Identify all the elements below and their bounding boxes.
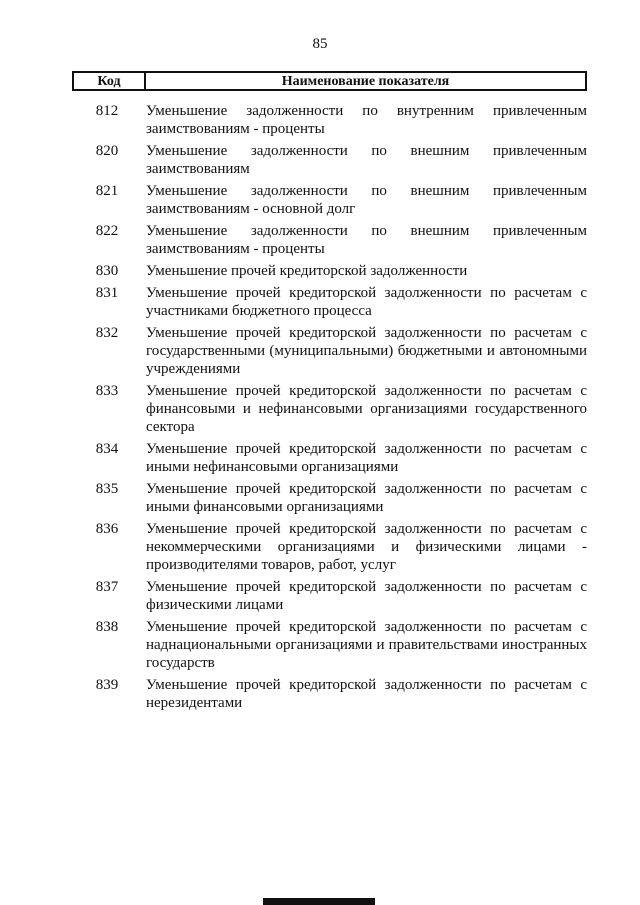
table-row [72, 476, 587, 516]
row-name: Уменьшение задолженности по внешним привлеченным заимствованиям [146, 143, 587, 177]
row-code: 820 [95, 143, 119, 159]
row-name: Уменьшение прочей кредиторской задолженности по расчетам с наднациональными организациями и правительствами иностранных государств [146, 619, 587, 671]
row-name: Уменьшение задолженности по внешним привлеченным заимствованиям - проценты [146, 223, 587, 257]
row-code: 837 [95, 579, 119, 595]
table-row [72, 320, 587, 378]
row-name: Уменьшение прочей кредиторской задолженности по расчетам с некоммерческими организациями и физическими лицами - производителями товаров, работ, услуг [146, 521, 587, 573]
scan-edge-mark [263, 898, 375, 905]
row-code: 830 [95, 263, 119, 279]
row-code: 831 [95, 285, 119, 301]
row-name: Уменьшение прочей кредиторской задолженности по расчетам с иными финансовыми организациями [146, 481, 587, 515]
row-code: 836 [95, 521, 119, 537]
row-code: 833 [95, 383, 119, 399]
table-row [72, 98, 587, 138]
row-name: Уменьшение прочей кредиторской задолженности по расчетам с финансовыми и нефинансовыми организациями государственного сектора [146, 383, 587, 435]
table-row [72, 218, 587, 258]
row-code: 832 [95, 325, 119, 341]
row-name: Уменьшение прочей кредиторской задолженности по расчетам с государственными (муниципальными) бюджетными и автономными учреждениями [146, 325, 587, 377]
table-body [72, 98, 587, 712]
row-name: Уменьшение прочей кредиторской задолженности по расчетам с участниками бюджетного процесса [146, 285, 587, 319]
header-code: Код [74, 73, 146, 89]
table-row [72, 516, 587, 574]
table-row [72, 280, 587, 320]
row-name: Уменьшение задолженности по внешним привлеченным заимствованиям - основной долг [146, 183, 587, 217]
row-code: 822 [95, 223, 119, 239]
table-row [72, 178, 587, 218]
row-name: Уменьшение прочей кредиторской задолженности по расчетам с нерезидентами [146, 677, 587, 711]
header-name: Наименование показателя [281, 74, 450, 89]
table-row [72, 378, 587, 436]
row-code: 838 [95, 619, 119, 635]
row-name: Уменьшение задолженности по внутренним привлеченным заимствованиям - проценты [146, 103, 587, 137]
row-code: 835 [95, 481, 119, 497]
row-code: 812 [95, 103, 119, 119]
table-row [72, 672, 587, 712]
table-row [72, 614, 587, 672]
table-row [72, 138, 587, 178]
row-code: 821 [95, 183, 119, 199]
row-code: 839 [95, 677, 119, 693]
table-header [72, 71, 587, 91]
row-name: Уменьшение прочей кредиторской задолженности по расчетам с физическими лицами [146, 579, 587, 613]
page-number: 85 [312, 36, 328, 52]
table-row [72, 436, 587, 476]
row-code: 834 [95, 441, 119, 457]
row-name: Уменьшение прочей кредиторской задолженности [146, 263, 468, 279]
row-name: Уменьшение прочей кредиторской задолженности по расчетам с иными нефинансовыми организациями [146, 441, 587, 475]
table-row [72, 574, 587, 614]
table-row [72, 258, 587, 280]
